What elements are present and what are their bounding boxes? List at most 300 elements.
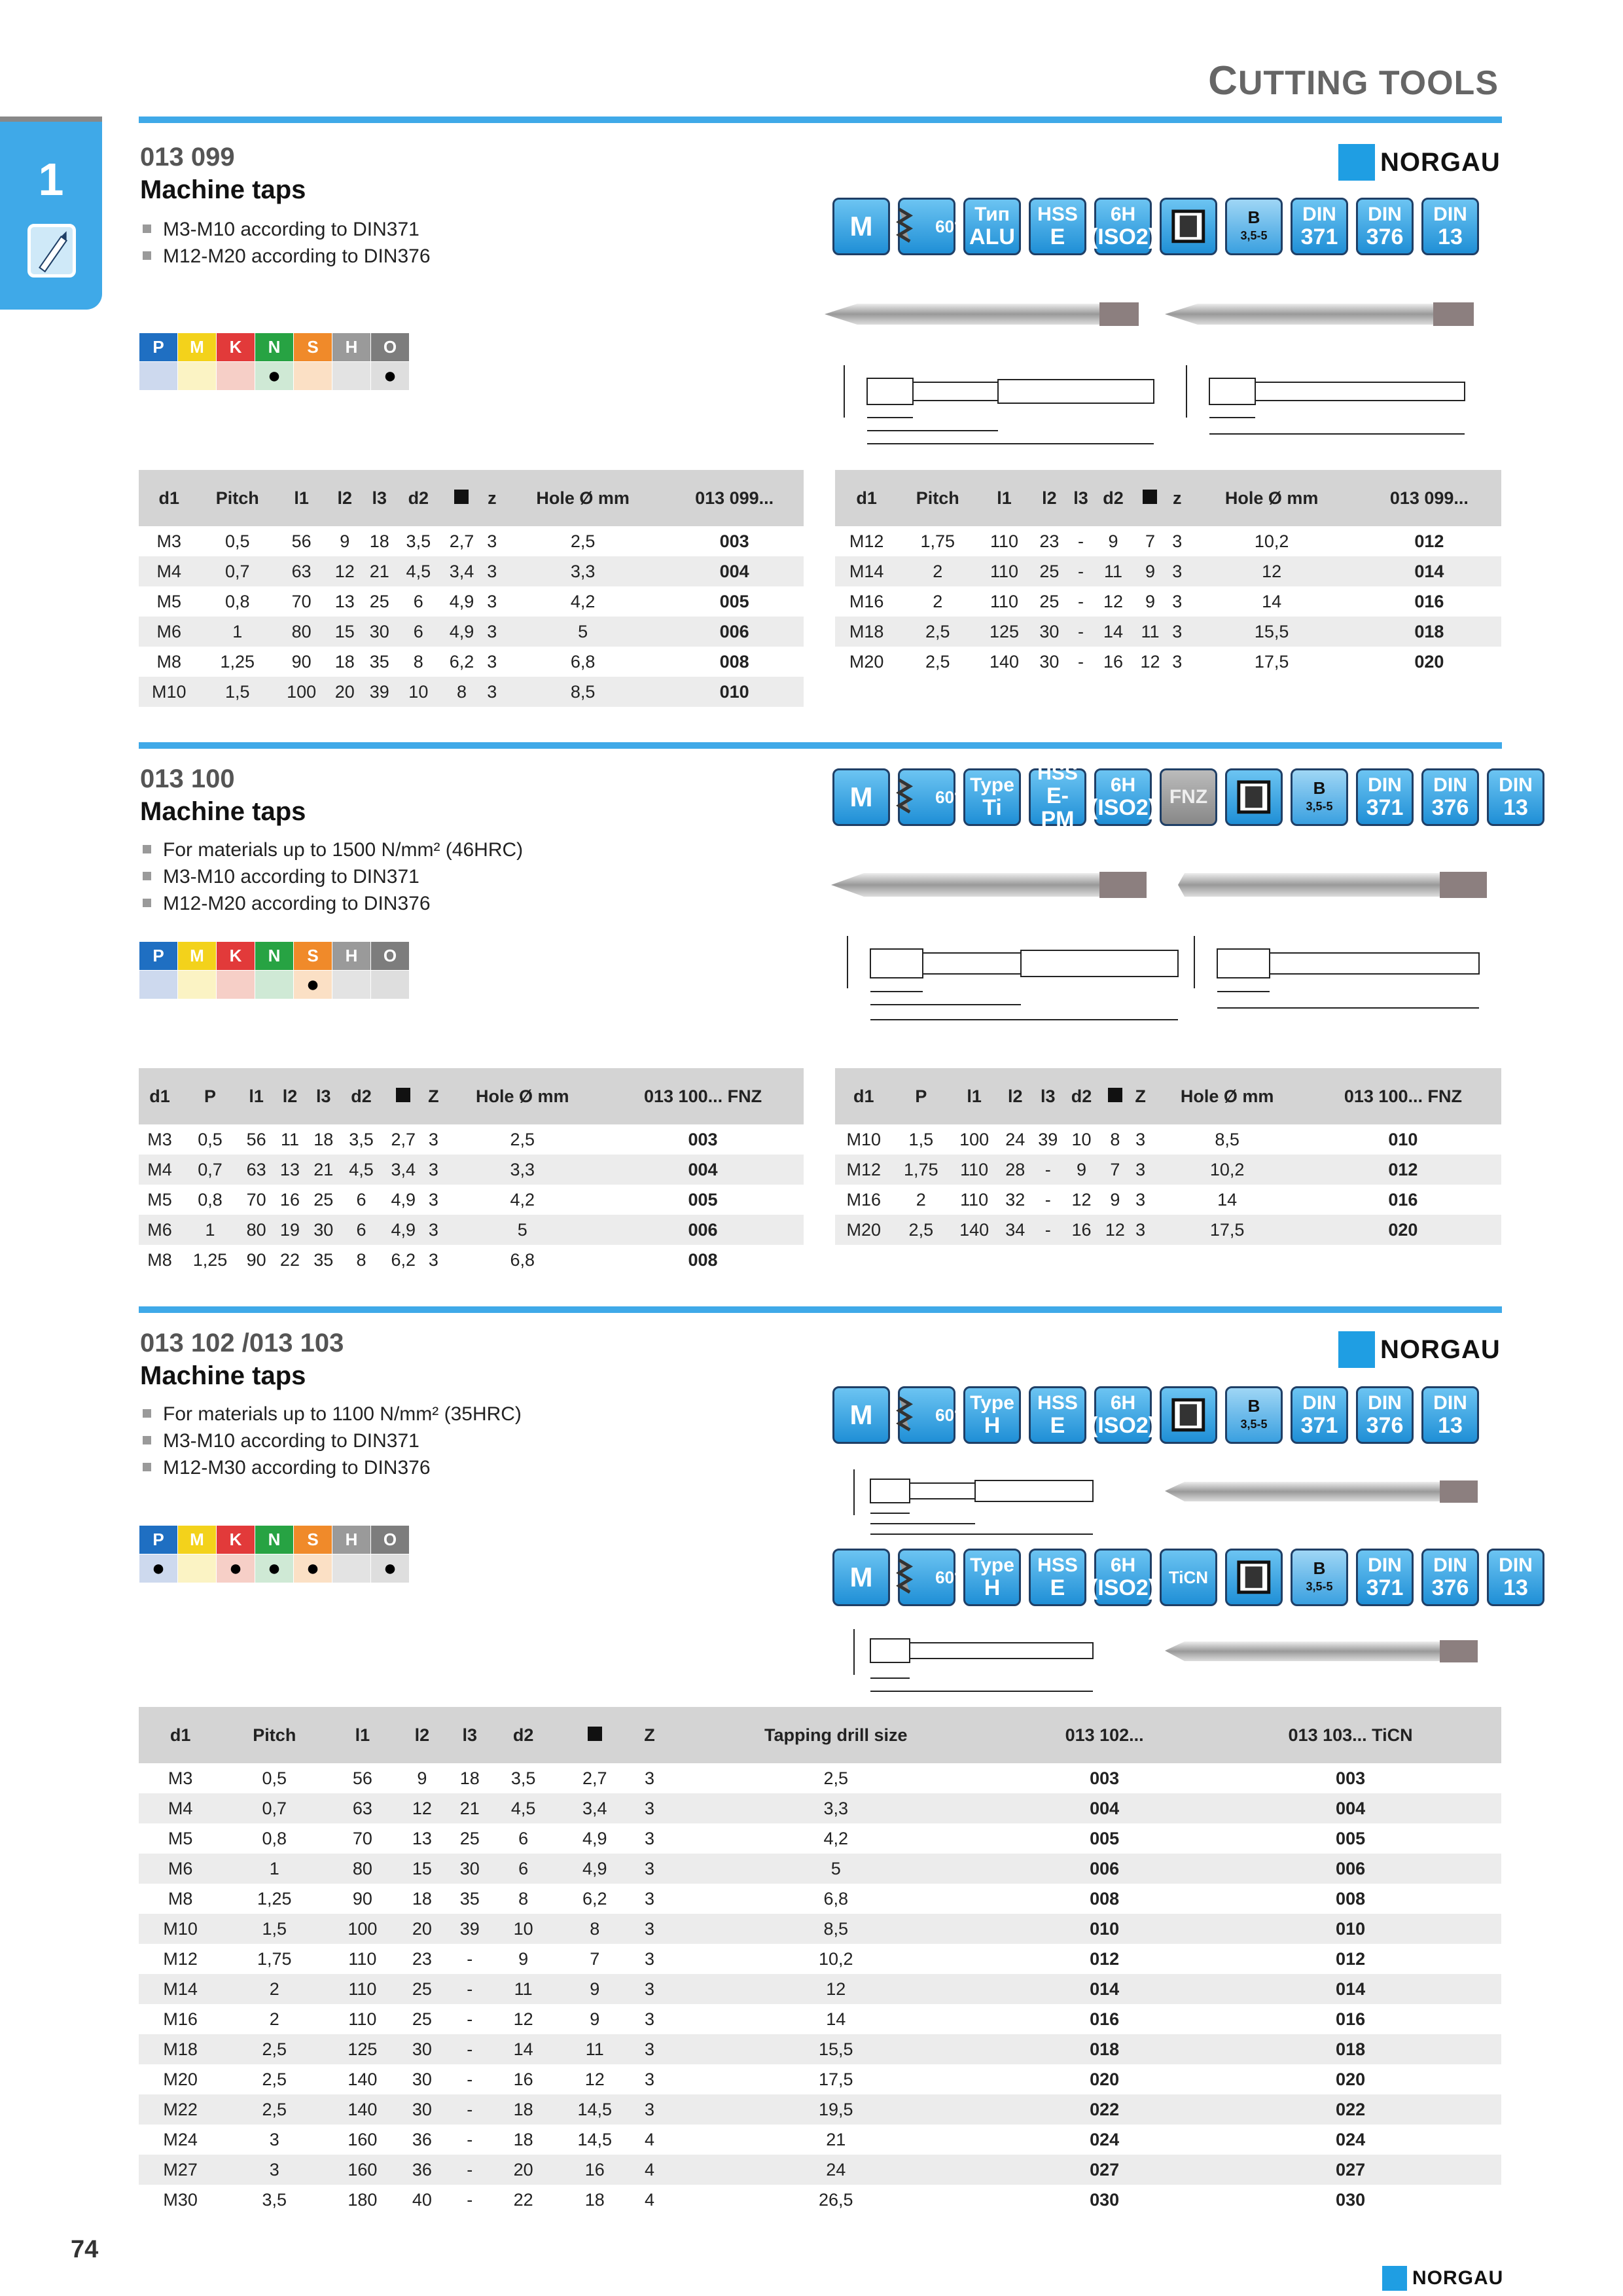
table-cell: 3 bbox=[1132, 1215, 1149, 1245]
material-p: P bbox=[139, 1526, 178, 1554]
product-code: 013 100 bbox=[140, 764, 235, 793]
material-n: N bbox=[255, 1526, 294, 1554]
column-header: l3 bbox=[307, 1068, 340, 1124]
table-cell: 0,7 bbox=[200, 556, 276, 586]
table-cell: M12 bbox=[163, 1948, 198, 1969]
table-cell: 2 bbox=[898, 556, 977, 586]
column-header: Z bbox=[424, 1068, 442, 1124]
column-header: Pitch bbox=[200, 470, 276, 526]
column-header: Z bbox=[636, 1707, 662, 1763]
feature-item: M12-M20 according to DIN376 bbox=[143, 890, 523, 917]
table-row bbox=[835, 1124, 1501, 1155]
column-header: Hole Ø mm bbox=[1186, 470, 1357, 526]
table-cell: 14 bbox=[1217, 1189, 1238, 1210]
spec-icon: B 3,5-5 bbox=[1225, 1386, 1283, 1444]
brand-logo: NORGAU bbox=[1338, 144, 1501, 181]
table-cell: 008 bbox=[719, 651, 749, 672]
table-cell: 2,7 bbox=[449, 531, 474, 551]
table-cell: 110 bbox=[327, 1974, 398, 2004]
table-row bbox=[139, 1245, 804, 1275]
square-icon bbox=[396, 1088, 410, 1102]
column-header: Pitch bbox=[898, 470, 977, 526]
table-cell: 8,5 bbox=[662, 1914, 1009, 1944]
table-cell: 25 bbox=[369, 591, 389, 611]
table-cell: 3 bbox=[424, 1155, 442, 1185]
material-mark bbox=[294, 362, 332, 391]
table-cell: 3,4 bbox=[440, 556, 483, 586]
table-cell: 30 bbox=[446, 1854, 493, 1884]
table-cell: 11 bbox=[280, 1129, 299, 1149]
table-row bbox=[835, 647, 1501, 677]
table-cell: - bbox=[446, 2094, 493, 2125]
top-rule bbox=[139, 117, 1502, 123]
table-cell: 7 bbox=[1099, 1155, 1132, 1185]
table-cell: 100 bbox=[327, 1914, 398, 1944]
table-cell: 006 bbox=[1200, 1854, 1501, 1884]
table-cell: 14 bbox=[1262, 591, 1282, 611]
spec-icon: B 3,5-5 bbox=[1291, 1549, 1348, 1606]
spec-icon: HSS E bbox=[1029, 198, 1086, 255]
section-rule bbox=[139, 742, 1502, 749]
table-cell: 3 bbox=[428, 1249, 438, 1270]
table-cell: 0,8 bbox=[224, 591, 250, 611]
table-cell: 0,5 bbox=[262, 1768, 287, 1788]
table-cell: 110 bbox=[977, 556, 1031, 586]
product-title: Machine taps bbox=[140, 1361, 306, 1390]
table-row bbox=[139, 1944, 1501, 1974]
table-cell: 4 bbox=[644, 2189, 654, 2210]
table-cell: 36 bbox=[399, 2155, 446, 2185]
table-cell: 15 bbox=[399, 1854, 446, 1884]
column-header: Hole Ø mm bbox=[501, 470, 665, 526]
spec-icon: 6H (ISO2) bbox=[1094, 768, 1152, 826]
column-header: l2 bbox=[327, 470, 362, 526]
spec-icon bbox=[1160, 198, 1217, 255]
table-cell: 30 bbox=[399, 2034, 446, 2064]
table-cell: 3,5 bbox=[510, 1768, 536, 1788]
table-cell: M16 bbox=[849, 591, 884, 611]
table-cell: 016 bbox=[1414, 591, 1444, 611]
table-cell: 3 bbox=[636, 2094, 662, 2125]
material-p: P bbox=[139, 333, 178, 362]
table-cell: M10 bbox=[846, 1129, 882, 1149]
table-cell: 13 bbox=[412, 1828, 432, 1848]
table-cell: 3 bbox=[636, 1854, 662, 1884]
table-cell: 100 bbox=[959, 1129, 990, 1149]
column-header: d2 bbox=[493, 1707, 553, 1763]
table-cell: 6 bbox=[356, 1189, 366, 1210]
column-header: d2 bbox=[397, 470, 440, 526]
table-row bbox=[139, 556, 804, 586]
table-cell: M5 bbox=[156, 591, 182, 611]
table-cell: 3 bbox=[1172, 651, 1183, 672]
table-row bbox=[139, 2125, 1501, 2155]
chapter-number: 1 bbox=[38, 154, 64, 205]
table-cell: 9 bbox=[1132, 556, 1168, 586]
table-cell: 018 bbox=[1357, 617, 1501, 647]
column-header: 013 103... TiCN bbox=[1200, 1707, 1501, 1763]
table-cell: 18 bbox=[584, 2189, 605, 2210]
table-cell: 70 bbox=[352, 1828, 372, 1848]
spec-icon: DIN 13 bbox=[1487, 768, 1544, 826]
spec-icon bbox=[1225, 1549, 1283, 1606]
table-cell: 010 bbox=[1200, 1914, 1501, 1944]
table-cell: 3,3 bbox=[443, 1155, 603, 1185]
table-cell: 110 bbox=[950, 1155, 999, 1185]
table-cell: 3 bbox=[484, 556, 501, 586]
spec-table-left bbox=[139, 470, 804, 707]
table-cell: 3 bbox=[644, 1768, 654, 1788]
feature-icons bbox=[832, 762, 1544, 832]
material-m: M bbox=[178, 942, 217, 971]
table-cell: 30 bbox=[412, 2069, 432, 2089]
table-cell: 022 bbox=[1009, 2094, 1200, 2125]
table-cell: 26,5 bbox=[819, 2189, 853, 2210]
column-header: l1 bbox=[950, 1068, 999, 1124]
table-cell: 0,8 bbox=[198, 1189, 223, 1210]
table-cell: 9 bbox=[1110, 1189, 1120, 1210]
feature-list bbox=[143, 1401, 522, 1481]
spec-icon: M bbox=[832, 1386, 890, 1444]
table-cell: 11 bbox=[1132, 617, 1168, 647]
table-row bbox=[835, 1155, 1501, 1185]
table-cell: 3 bbox=[636, 2034, 662, 2064]
spec-icon: HSS E bbox=[1029, 1386, 1086, 1444]
table-cell: 016 bbox=[1090, 2009, 1120, 2029]
table-cell: 10,2 bbox=[1254, 531, 1289, 551]
table-cell: 006 bbox=[665, 617, 804, 647]
table-cell: 4,2 bbox=[823, 1828, 849, 1848]
spec-icon: DIN 376 bbox=[1421, 1549, 1479, 1606]
table-cell: 3,5 bbox=[262, 2189, 287, 2210]
table-cell: 008 bbox=[1090, 1888, 1120, 1909]
table-cell: 25 bbox=[313, 1189, 334, 1210]
spec-icon: M bbox=[832, 198, 890, 255]
table-row bbox=[139, 1155, 804, 1185]
table-cell: 4 bbox=[644, 2129, 654, 2149]
table-cell: 39 bbox=[1038, 1129, 1058, 1149]
column-header bbox=[440, 470, 483, 526]
table-cell: 11 bbox=[493, 1974, 553, 2004]
footer-brand: NORGAU bbox=[1382, 2266, 1503, 2291]
table-cell: 004 bbox=[1200, 1793, 1501, 1823]
table-cell: M24 bbox=[163, 2129, 198, 2149]
table-cell: M16 bbox=[163, 2009, 198, 2029]
table-cell: 90 bbox=[291, 651, 312, 672]
table-cell: 110 bbox=[348, 2009, 377, 2029]
table-cell: 3,3 bbox=[501, 556, 665, 586]
table-cell: 3,5 bbox=[406, 531, 431, 551]
table-cell: 40 bbox=[412, 2189, 432, 2210]
table-cell: 24 bbox=[662, 2155, 1009, 2185]
table-cell: 160 bbox=[327, 2155, 398, 2185]
table-cell: 5 bbox=[443, 1215, 603, 1245]
column-header: d1 bbox=[139, 470, 200, 526]
table-cell: 10 bbox=[493, 1914, 553, 1944]
table-cell: 0,7 bbox=[222, 1793, 327, 1823]
table-cell: M20 bbox=[163, 2069, 198, 2089]
spec-icon: 60° bbox=[898, 198, 955, 255]
table-cell: 3 bbox=[636, 1914, 662, 1944]
table-cell: 006 bbox=[1009, 1854, 1200, 1884]
table-cell: 1,25 bbox=[220, 651, 255, 672]
table-cell: 3 bbox=[424, 1215, 442, 1245]
table-cell: 020 bbox=[1090, 2069, 1120, 2089]
table-cell: M10 bbox=[139, 1914, 222, 1944]
column-header: l2 bbox=[1031, 470, 1067, 526]
table-cell: 22 bbox=[279, 1249, 300, 1270]
column-header: l3 bbox=[1067, 470, 1094, 526]
table-cell: 8,5 bbox=[1215, 1129, 1240, 1149]
table-cell: 110 bbox=[960, 1189, 989, 1210]
spec-icon: 6H (ISO2) bbox=[1094, 198, 1152, 255]
table-cell: 1,25 bbox=[192, 1249, 228, 1270]
table-cell: 12 bbox=[1186, 556, 1357, 586]
material-s: S bbox=[294, 333, 332, 362]
material-mark bbox=[178, 1554, 217, 1583]
spec-icon: 60° bbox=[898, 1549, 955, 1606]
table-cell: 030 bbox=[1090, 2189, 1120, 2210]
table-cell: 008 bbox=[1336, 1888, 1366, 1909]
column-header: l3 bbox=[362, 470, 397, 526]
table-cell: 12 bbox=[1103, 591, 1124, 611]
material-o: O bbox=[371, 1526, 410, 1554]
table-cell: 30 bbox=[307, 1215, 340, 1245]
table-cell: 3 bbox=[487, 651, 497, 672]
table-cell: 3 bbox=[1132, 1155, 1149, 1185]
table-cell: 8,5 bbox=[501, 677, 665, 707]
spec-icon: Type H bbox=[963, 1386, 1021, 1444]
spec-icon: HSS E bbox=[1029, 1549, 1086, 1606]
table-cell: 20 bbox=[327, 677, 362, 707]
spec-icon: 6H (ISO2) bbox=[1094, 1549, 1152, 1606]
table-cell: 14 bbox=[493, 2034, 553, 2064]
table-cell: 9 bbox=[518, 1948, 529, 1969]
material-h: H bbox=[332, 942, 371, 971]
table-cell: 006 bbox=[602, 1215, 804, 1245]
table-cell: 027 bbox=[1200, 2155, 1501, 2185]
table-cell: 23 bbox=[1039, 531, 1060, 551]
table-cell: 18 bbox=[313, 1129, 334, 1149]
table-row bbox=[139, 586, 804, 617]
table-cell: 30 bbox=[362, 617, 397, 647]
spec-icon: B 3,5-5 bbox=[1291, 768, 1348, 826]
table-row bbox=[139, 677, 804, 707]
feature-icons bbox=[832, 1386, 1479, 1444]
chapter-tab bbox=[0, 122, 102, 310]
table-cell: 80 bbox=[327, 1854, 398, 1884]
table-cell: 15,5 bbox=[662, 2034, 1009, 2064]
table-cell: M5 bbox=[147, 1189, 172, 1210]
table-cell: 6,2 bbox=[582, 1888, 607, 1909]
table-cell: M12 bbox=[849, 531, 884, 551]
material-mark bbox=[255, 971, 294, 999]
page-number: 74 bbox=[71, 2236, 99, 2263]
table-cell: 125 bbox=[977, 617, 1031, 647]
table-cell: M4 bbox=[139, 1793, 222, 1823]
material-mark: ● bbox=[255, 362, 294, 391]
spec-table-right bbox=[835, 1068, 1501, 1245]
table-cell: M27 bbox=[139, 2155, 222, 2185]
table-cell: - bbox=[1067, 617, 1094, 647]
column-header bbox=[553, 1707, 636, 1763]
spec-icon: B 3,5-5 bbox=[1225, 198, 1283, 255]
table-cell: 2 bbox=[269, 2009, 279, 2029]
feature-list bbox=[143, 216, 431, 270]
table-cell: 6 bbox=[397, 617, 440, 647]
table-cell: 4,5 bbox=[397, 556, 440, 586]
table-cell: 16 bbox=[1103, 651, 1124, 672]
table-row bbox=[139, 1185, 804, 1215]
material-mark bbox=[217, 362, 255, 391]
page-title: CUTTING TOOLS bbox=[1208, 58, 1499, 103]
table-cell: M4 bbox=[139, 1155, 181, 1185]
table-cell: M18 bbox=[835, 617, 898, 647]
column-header: Z bbox=[1132, 1068, 1149, 1124]
material-mark bbox=[332, 1554, 371, 1583]
table-cell: 020 bbox=[1336, 2069, 1366, 2089]
tool-drawings bbox=[818, 293, 1486, 457]
table-cell: 1,75 bbox=[893, 1155, 950, 1185]
square-icon bbox=[1108, 1088, 1122, 1102]
table-cell: 18 bbox=[369, 531, 389, 551]
table-cell: 016 bbox=[1336, 2009, 1366, 2029]
spec-table-right bbox=[835, 470, 1501, 677]
table-cell: M16 bbox=[846, 1189, 882, 1210]
table-cell: 17,5 bbox=[819, 2069, 853, 2089]
table-cell: 56 bbox=[246, 1129, 266, 1149]
table-cell: 005 bbox=[719, 591, 749, 611]
material-mark: ● bbox=[139, 1554, 178, 1583]
table-cell: 012 bbox=[1336, 1948, 1366, 1969]
spec-icon: Type H bbox=[963, 1549, 1021, 1606]
spec-icon: HSS E-PM bbox=[1029, 768, 1086, 826]
table-cell: - bbox=[467, 2189, 473, 2210]
table-cell: M6 bbox=[139, 1854, 222, 1884]
feature-item: M12-M30 according to DIN376 bbox=[143, 1454, 522, 1481]
table-cell: 19,5 bbox=[662, 2094, 1009, 2125]
table-cell: 004 bbox=[665, 556, 804, 586]
column-header: z bbox=[484, 470, 501, 526]
material-mark bbox=[332, 971, 371, 999]
table-cell: 23 bbox=[412, 1948, 432, 1969]
table-cell: - bbox=[446, 2034, 493, 2064]
table-cell: 21 bbox=[362, 556, 397, 586]
table-row bbox=[139, 1854, 1501, 1884]
material-mark: ● bbox=[255, 1554, 294, 1583]
table-cell: 010 bbox=[1009, 1914, 1200, 1944]
table-cell: 16 bbox=[1064, 1215, 1099, 1245]
table-cell: 30 bbox=[399, 2094, 446, 2125]
table-cell: 18 bbox=[459, 1768, 480, 1788]
table-cell: M3 bbox=[147, 1129, 172, 1149]
table-cell: 005 bbox=[1336, 1828, 1366, 1848]
table-cell: 3 bbox=[644, 1888, 654, 1909]
tab-line bbox=[0, 117, 102, 122]
material-n: N bbox=[255, 942, 294, 971]
table-cell: 32 bbox=[1005, 1189, 1026, 1210]
feature-item: M3-M10 according to DIN371 bbox=[143, 863, 523, 890]
table-cell: 027 bbox=[1009, 2155, 1200, 2185]
table-cell: 12 bbox=[662, 1974, 1009, 2004]
table-cell: 14,5 bbox=[577, 2129, 613, 2149]
table-cell: 0,8 bbox=[262, 1828, 287, 1848]
column-header: d1 bbox=[139, 1707, 222, 1763]
table-cell: 2,5 bbox=[222, 2094, 327, 2125]
table-cell: M14 bbox=[139, 1974, 222, 2004]
table-cell: 18 bbox=[334, 651, 355, 672]
table-cell: 004 bbox=[602, 1155, 804, 1185]
spec-table-left bbox=[139, 1068, 804, 1275]
table-cell: 008 bbox=[688, 1249, 718, 1270]
table-cell: 34 bbox=[999, 1215, 1031, 1245]
table-cell: 3 bbox=[636, 1793, 662, 1823]
table-cell: 30 bbox=[1031, 617, 1067, 647]
column-header: l1 bbox=[977, 470, 1031, 526]
table-cell: 4,9 bbox=[449, 591, 474, 611]
table-cell: 003 bbox=[1336, 1768, 1366, 1788]
table-cell: 4,5 bbox=[493, 1793, 553, 1823]
table-cell: 014 bbox=[1357, 556, 1501, 586]
table-cell: 20 bbox=[493, 2155, 553, 2185]
table-cell: M30 bbox=[163, 2189, 198, 2210]
table-cell: 4,9 bbox=[391, 1189, 416, 1210]
table-cell: 6 bbox=[518, 1828, 529, 1848]
column-header: l1 bbox=[276, 470, 327, 526]
table-cell: 9 bbox=[1064, 1155, 1099, 1185]
table-cell: M6 bbox=[139, 1215, 181, 1245]
table-cell: 9 bbox=[553, 1974, 636, 2004]
table-cell: 8 bbox=[440, 677, 483, 707]
material-o: O bbox=[371, 942, 410, 971]
table-cell: 14 bbox=[1094, 617, 1132, 647]
table-cell: 12 bbox=[1140, 651, 1160, 672]
table-cell: 12 bbox=[1071, 1189, 1092, 1210]
table-cell: 9 bbox=[590, 2009, 600, 2029]
table-cell: 18 bbox=[513, 2129, 533, 2149]
table-cell: 6,8 bbox=[510, 1249, 535, 1270]
table-cell: 4,9 bbox=[553, 1854, 636, 1884]
table-cell: 12 bbox=[327, 556, 362, 586]
table-cell: 17,5 bbox=[1254, 651, 1289, 672]
table-cell: 16 bbox=[553, 2155, 636, 2185]
table-cell: 004 bbox=[1009, 1793, 1200, 1823]
table-cell: 63 bbox=[240, 1155, 273, 1185]
table-cell: M10 bbox=[139, 677, 200, 707]
table-cell: 11 bbox=[1094, 556, 1132, 586]
spec-icon: DIN 13 bbox=[1421, 198, 1479, 255]
table-cell: 024 bbox=[1336, 2129, 1366, 2149]
table-row bbox=[139, 617, 804, 647]
table-cell: 020 bbox=[1305, 1215, 1501, 1245]
spec-icon: DIN 371 bbox=[1356, 768, 1414, 826]
table-cell: 70 bbox=[291, 591, 312, 611]
table-cell: 003 bbox=[1090, 1768, 1120, 1788]
spec-icon: DIN 376 bbox=[1421, 768, 1479, 826]
table-cell: 020 bbox=[1414, 651, 1444, 672]
material-mark: ● bbox=[371, 1554, 410, 1583]
column-header: 013 100... FNZ bbox=[1305, 1068, 1501, 1124]
feature-item: For materials up to 1100 N/mm² (35HRC) bbox=[143, 1401, 522, 1427]
table-cell: 12 bbox=[584, 2069, 605, 2089]
column-header: l1 bbox=[240, 1068, 273, 1124]
table-cell: 4,2 bbox=[570, 591, 596, 611]
section-rule bbox=[139, 1306, 1502, 1313]
product-code: 013 099 bbox=[140, 143, 235, 171]
table-cell: 56 bbox=[352, 1768, 372, 1788]
spec-icon: 60° bbox=[898, 1386, 955, 1444]
table-cell: M6 bbox=[139, 617, 200, 647]
